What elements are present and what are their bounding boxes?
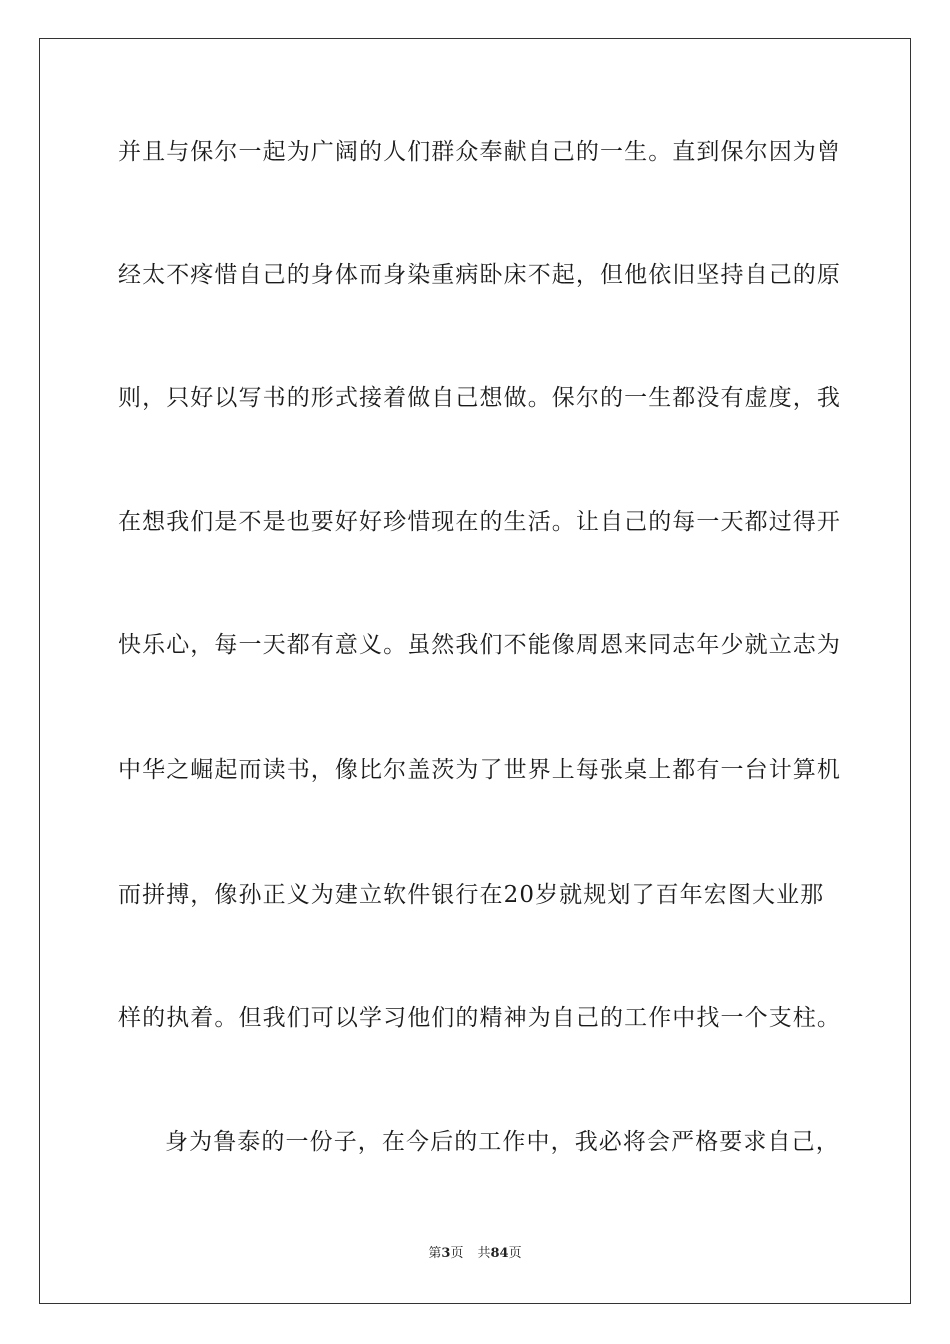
body-text-line-1: 并且与保尔一起为广阔的人们群众奉献自己的一生。直到保尔因为曾 — [118, 139, 841, 165]
body-text-line-8: 样的执着。但我们可以学习他们的精神为自己的工作中找一个支柱。 — [118, 1005, 841, 1031]
page-number: 3 — [441, 1246, 451, 1261]
body-text-line-3: 则，只好以写书的形式接着做自己想做。保尔的一生都没有虚度，我 — [118, 385, 841, 411]
body-text-line-6: 中华之崛起而读书，像比尔盖茨为了世界上每张桌上都有一台计算机 — [118, 757, 841, 783]
paragraph-start-line: 身为鲁泰的一份子，在今后的工作中，我必将会严格要求自己， — [165, 1129, 840, 1155]
total-prefix: 共 — [477, 1246, 491, 1261]
page-prefix: 第 — [428, 1246, 442, 1261]
page-footer — [0, 1245, 950, 1263]
body-text-line-4: 在想我们是不是也要好好珍惜现在的生活。让自己的每一天都过得开 — [118, 509, 841, 535]
body-text-line-2: 经太不疼惜自己的身体而身染重病卧床不起，但他依旧坚持自己的原 — [118, 262, 841, 288]
total-pages: 84 — [490, 1246, 509, 1261]
total-suffix: 页 — [508, 1246, 522, 1261]
page-suffix: 页 — [450, 1246, 464, 1261]
page-border — [39, 38, 911, 1304]
body-text-line-7: 而拼搏，像孙正义为建立软件银行在20岁就规划了百年宏图大业那 — [118, 882, 825, 908]
body-text-line-5: 快乐心，每一天都有意义。虽然我们不能像周恩来同志年少就立志为 — [118, 632, 841, 658]
